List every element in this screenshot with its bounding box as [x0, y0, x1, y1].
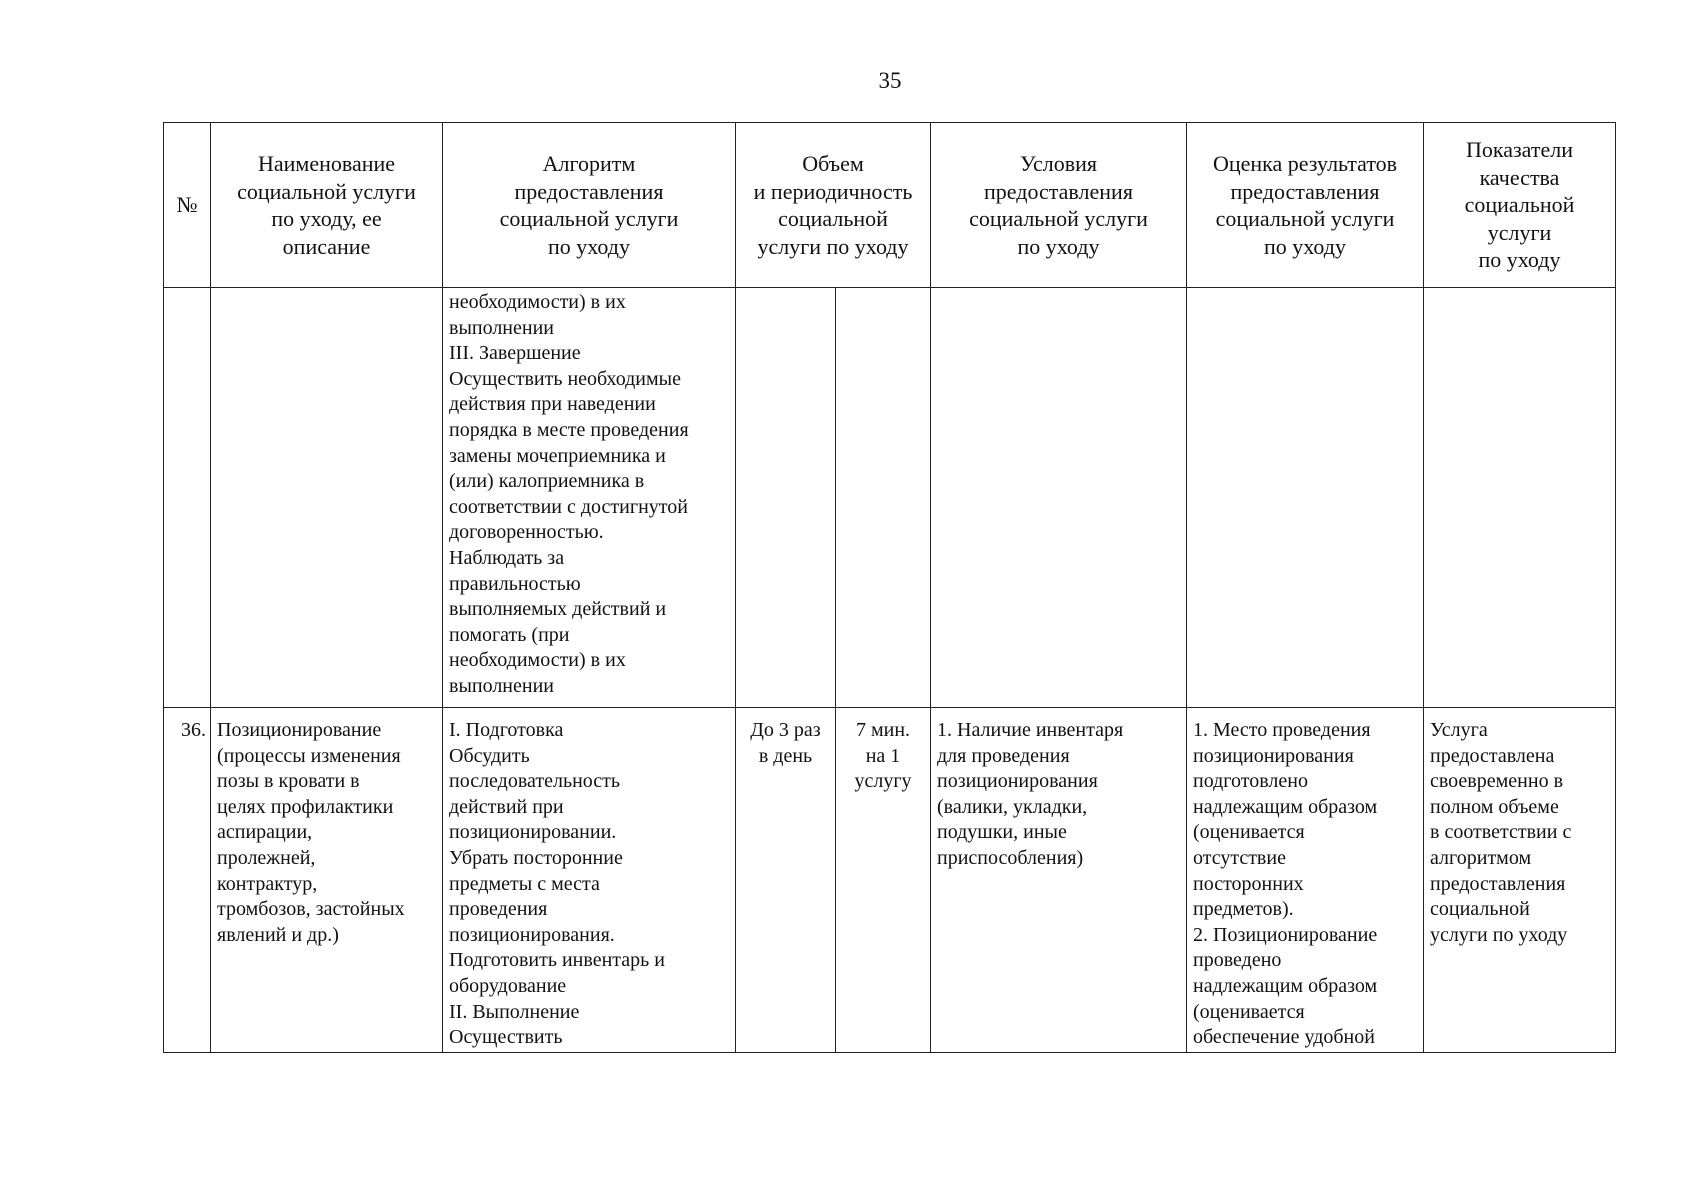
services-table [163, 122, 1616, 1053]
page-number: 35 [878, 68, 902, 93]
header-evaluation: Оценка результатов предоставления социальной услуги по уходу [1187, 123, 1424, 288]
table-row [164, 288, 1616, 708]
cell-num: 36. [164, 708, 211, 1053]
header-row [164, 123, 1616, 288]
cell-evaluation: 1. Место проведения позиционирования подготовлено надлежащим образом (оценивается отсутствие посторонних предметов). 2. Позиционирование проведено надлежащим образом (оценивается обеспечение удобной [1187, 708, 1424, 1053]
cell-duration: 7 мин. на 1 услугу [836, 708, 931, 1053]
cell-frequency [736, 288, 836, 708]
cell-num [164, 288, 211, 708]
cell-algorithm: необходимости) в их выполнении III. Завершение Осуществить необходимые действия при наведении порядка в месте проведения замены мочеприемника и (или) калоприемника в соответствии с достигнутой договоренностью. Наблюдать за правильностью выполняемых действий и помогать (при необходимости) в их выполнении [443, 288, 736, 708]
header-volume: Объем и периодичность социальной услуги по уходу [736, 123, 931, 288]
cell-frequency: До 3 раз в день [736, 708, 836, 1053]
cell-quality: Услуга предоставлена своевременно в полном объеме в соответствии с алгоритмом предоставления социальной услуги по уходу [1424, 708, 1616, 1053]
header-conditions: Условия предоставления социальной услуги по уходу [931, 123, 1187, 288]
header-name: Наименование социальной услуги по уходу, ее описание [211, 123, 443, 288]
cell-conditions: 1. Наличие инвентаря для проведения позиционирования (валики, укладки, подушки, иные приспособления) [931, 708, 1187, 1053]
cell-quality [1424, 288, 1616, 708]
header-num: № [164, 123, 211, 288]
cell-name [211, 288, 443, 708]
cell-duration [836, 288, 931, 708]
cell-evaluation [1187, 288, 1424, 708]
cell-conditions [931, 288, 1187, 708]
table-row [164, 708, 1616, 1053]
cell-name: Позиционирование (процессы изменения позы в кровати в целях профилактики аспирации, пролежней, контрактур, тромбозов, застойных явлений и др.) [211, 708, 443, 1053]
header-quality: Показатели качества социальной услуги по уходу [1424, 123, 1616, 288]
header-algorithm: Алгоритм предоставления социальной услуги по уходу [443, 123, 736, 288]
cell-algorithm: I. Подготовка Обсудить последовательность действий при позиционировании. Убрать посторонние предметы с места проведения позиционирования. Подготовить инвентарь и оборудование II. Выполнение Осуществить [443, 708, 736, 1053]
